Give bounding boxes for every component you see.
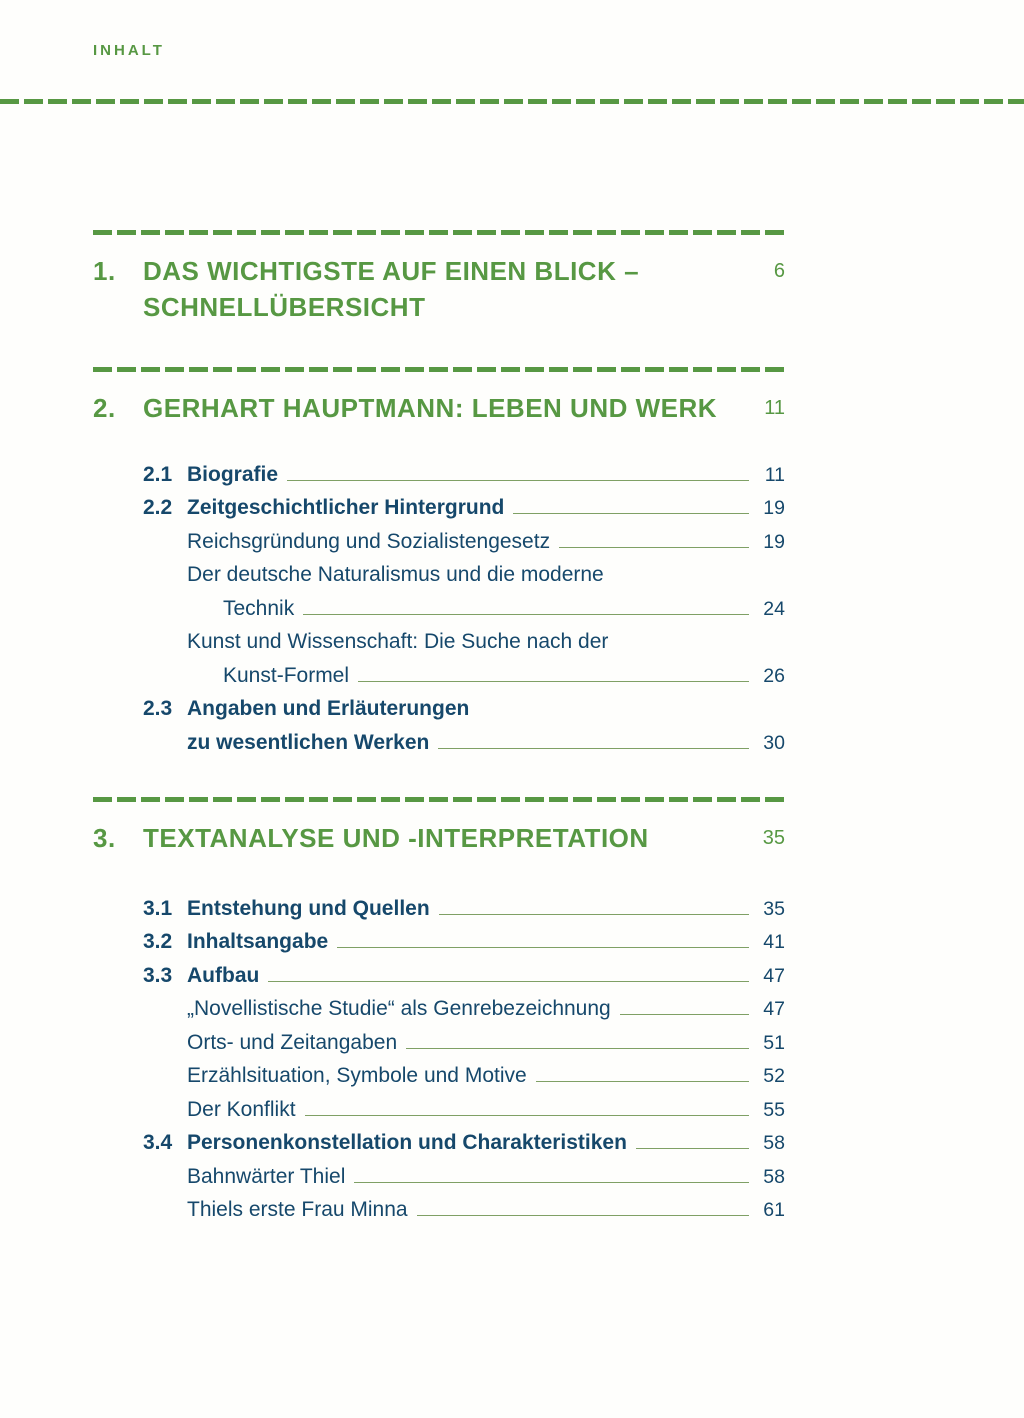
- section-divider-dashed: [93, 230, 785, 235]
- entry-title: Angaben und Erläuterungen: [187, 697, 470, 721]
- leader-line: [337, 947, 749, 948]
- entry-title: Inhaltsangabe: [187, 930, 329, 954]
- section-title-line: DAS WICHTIGSTE AUF EINEN BLICK –: [143, 256, 640, 286]
- entry-number: 2.2: [143, 496, 173, 520]
- section-divider-dashed: [93, 797, 785, 802]
- section-title: [143, 390, 749, 426]
- section-number: 2.: [93, 393, 116, 423]
- entry-page-number: 19: [763, 497, 785, 520]
- entry-title: Kunst-Formel: [223, 663, 350, 687]
- toc-entry-line: [93, 925, 785, 958]
- section-heading: [93, 820, 785, 856]
- entry-page-number: 35: [763, 898, 785, 920]
- section-title: [143, 253, 749, 325]
- entry-page-number: 52: [763, 1065, 785, 1088]
- entry-number: 3.2: [143, 930, 173, 954]
- entry-page-number: 24: [763, 597, 785, 620]
- entry-number: 3.3: [143, 963, 173, 987]
- section-number: 3.: [93, 823, 116, 853]
- entry-title: Personenkonstellation und Charakteristiken: [187, 1131, 627, 1155]
- leader-line: [513, 513, 749, 514]
- top-dashed-rule: [0, 99, 1024, 104]
- entry-number: 3.1: [143, 897, 173, 920]
- entry-title: Der deutsche Naturalismus und die moderne: [187, 563, 604, 587]
- entry-title: Technik: [223, 596, 295, 620]
- entry-page-number: 51: [763, 1031, 785, 1054]
- section-page-number: 6: [773, 260, 785, 282]
- section-entries: [93, 892, 785, 1226]
- toc-entry-line: [93, 1126, 785, 1159]
- section-page-number: 11: [764, 397, 785, 419]
- entry-title: Kunst und Wissenschaft: Die Suche nach der: [187, 630, 609, 654]
- entry-page-number: 55: [763, 1098, 785, 1121]
- toc-entry-line: [93, 1160, 785, 1193]
- leader-line: [536, 1081, 749, 1082]
- entry-title: Bahnwärter Thiel: [187, 1164, 346, 1188]
- toc-entry-line: [93, 525, 785, 558]
- toc-entry-line: [93, 1093, 785, 1126]
- leader-line: [303, 614, 749, 615]
- leader-line: [287, 480, 749, 481]
- toc-entry-line: [93, 659, 785, 692]
- entry-title: Reichsgründung und Sozialistengesetz: [187, 529, 551, 553]
- entry-number: 2.1: [143, 463, 173, 486]
- entry-title: „Novellistische Studie“ als Genrebezeichnung: [187, 997, 611, 1021]
- section-number: 1.: [93, 256, 116, 286]
- entry-page-number: 47: [763, 964, 785, 987]
- entry-page-number: 58: [763, 1132, 785, 1155]
- section-title-line: SCHNELLÜBERSICHT: [143, 292, 426, 322]
- entry-page-number: 30: [763, 731, 785, 754]
- entry-title: Orts- und Zeitangaben: [187, 1030, 398, 1054]
- entry-title: Erzählsituation, Symbole und Motive: [187, 1064, 527, 1088]
- toc-entry-line: [93, 625, 785, 658]
- section-page-number: 35: [762, 827, 785, 849]
- leader-line: [620, 1014, 749, 1015]
- entry-title: Thiels erste Frau Minna: [187, 1197, 408, 1221]
- entry-page-number: 61: [763, 1198, 785, 1221]
- leader-line: [438, 748, 749, 749]
- entry-title: Zeitgeschichtlicher Hintergrund: [187, 496, 505, 520]
- toc-entry-line: [93, 558, 785, 591]
- section-heading: [93, 390, 785, 426]
- leader-line: [354, 1182, 749, 1183]
- entry-title: zu wesentlichen Werken: [187, 730, 430, 754]
- leader-line: [417, 1215, 749, 1216]
- leader-line: [636, 1148, 749, 1149]
- entry-page-number: 19: [763, 530, 785, 553]
- toc-entry-line: [93, 458, 785, 491]
- leader-line: [305, 1115, 749, 1116]
- section-title-line: GERHART HAUPTMANN: LEBEN UND WERK: [143, 393, 718, 423]
- toc-entry-line: [93, 1026, 785, 1059]
- toc-entry-line: [93, 1193, 785, 1226]
- entry-number: 2.3: [143, 697, 173, 721]
- leader-line: [406, 1048, 749, 1049]
- toc-entry-line: [93, 592, 785, 625]
- toc-entry-line: [93, 1059, 785, 1092]
- toc-entry-line: [93, 992, 785, 1025]
- entry-title: Biografie: [187, 463, 279, 486]
- entry-title: Aufbau: [187, 963, 260, 987]
- section-entries: [93, 458, 785, 759]
- toc-entry-line: [93, 959, 785, 992]
- entry-title: Der Konflikt: [187, 1097, 296, 1121]
- toc-entry-line: [93, 892, 785, 925]
- entry-number: 3.4: [143, 1131, 173, 1155]
- toc-entry-line: [93, 726, 785, 759]
- entry-page-number: 41: [763, 931, 785, 954]
- section-title-line: TEXTANALYSE UND -INTERPRETATION: [143, 823, 649, 853]
- section-heading: [93, 253, 785, 325]
- toc-section-2: [93, 367, 785, 759]
- entry-title: Entstehung und Quellen: [187, 897, 430, 920]
- toc-entry-line: [93, 491, 785, 524]
- leader-line: [439, 914, 749, 915]
- leader-line: [559, 547, 749, 548]
- section-title: [143, 820, 749, 856]
- entry-page-number: 26: [763, 664, 785, 687]
- toc-section-1: [93, 230, 785, 325]
- leader-line: [268, 981, 749, 982]
- page-title: INHALT: [93, 42, 165, 59]
- toc-entry-line: [93, 692, 785, 725]
- entry-page-number: 47: [763, 998, 785, 1021]
- toc-section-3: [93, 797, 785, 1226]
- section-divider-dashed: [93, 367, 785, 372]
- entry-page-number: 11: [764, 464, 785, 486]
- leader-line: [358, 681, 749, 682]
- entry-page-number: 58: [763, 1165, 785, 1188]
